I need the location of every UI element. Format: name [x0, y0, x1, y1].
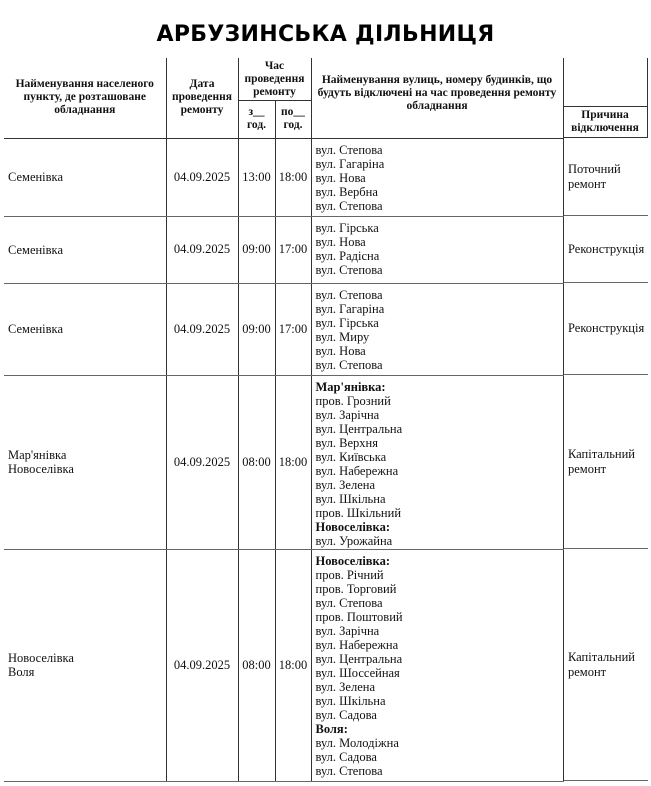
streets-cell	[311, 375, 563, 549]
streets-cell	[311, 549, 563, 781]
header-reason-label: Причина відключення	[571, 109, 639, 134]
streets-cell	[311, 138, 563, 216]
settlement-name: Семенівка	[8, 242, 63, 257]
settlement-name: Воля	[8, 665, 35, 679]
date-cell: 04.09.2025	[166, 216, 238, 283]
outage-schedule-table	[4, 58, 564, 782]
street-name: пров. Грозний	[315, 393, 391, 408]
settlement-cell	[4, 283, 166, 375]
reason-cell	[564, 138, 648, 216]
settlement-cell	[4, 138, 166, 216]
street-name: вул. Центральна	[315, 421, 403, 436]
street-name: вул. Зелена	[315, 679, 375, 694]
street-name: вул. Набережна	[315, 463, 399, 478]
street-name: вул. Гірська	[315, 220, 379, 235]
settlement-cell	[4, 216, 166, 283]
settlement-name: Новоселівка	[8, 462, 74, 476]
settlement-subheading: Новоселівка:	[315, 553, 390, 568]
time-to-cell: 18:00	[275, 549, 311, 781]
reason-cell	[564, 549, 648, 781]
street-name: вул. Гагаріна	[315, 156, 385, 171]
street-name: вул. Садова	[315, 707, 377, 722]
street-name: вул. Зелена	[315, 477, 375, 492]
street-name: вул. Вербна	[315, 184, 378, 199]
street-name: вул. Степова	[315, 262, 383, 277]
reason-cell	[564, 216, 648, 283]
street-name: пров. Шкільний	[315, 505, 402, 520]
street-name: вул. Зарічна	[315, 623, 380, 638]
reason-text: Капітальний	[568, 446, 635, 461]
street-name: вул. Нова	[315, 343, 366, 358]
reason-text: Реконструкція	[568, 241, 645, 256]
table-row	[4, 283, 564, 375]
settlement-name: Семенівка	[8, 322, 63, 336]
reason-cell	[564, 375, 648, 549]
street-name: вул. Урожайна	[315, 533, 393, 548]
reason-cell	[564, 283, 648, 375]
time-from-cell: 08:00	[238, 549, 275, 781]
reason-text: Реконструкція	[568, 321, 645, 335]
settlement-subheading: Новоселівка:	[315, 519, 390, 534]
date-cell: 04.09.2025	[166, 138, 238, 216]
street-name: вул. Шоссейная	[315, 665, 400, 680]
header-date: Дата проведення ремонту	[166, 58, 238, 138]
table-row	[4, 216, 564, 283]
reason-text: ремонт	[568, 664, 607, 679]
time-from-cell: 09:00	[238, 283, 275, 375]
street-name: вул. Степова	[315, 198, 383, 213]
header-streets: Найменування вулиць, номеру будинків, що будуть відключені на час проведення ремонту обладнання	[311, 58, 563, 138]
street-name: вул. Шкільна	[315, 491, 386, 506]
settlement-name: Семенівка	[8, 170, 63, 184]
street-name: вул. Садова	[315, 749, 377, 764]
reason-column	[564, 138, 648, 781]
settlement-cell	[4, 549, 166, 781]
table-body	[4, 138, 564, 781]
streets-cell	[311, 216, 563, 283]
street-name: вул. Нова	[315, 170, 366, 185]
settlement-subheading: Воля:	[315, 721, 348, 736]
street-name: вул. Степова	[315, 287, 383, 302]
time-from-cell: 08:00	[238, 375, 275, 549]
street-name: вул. Радісна	[315, 248, 380, 263]
street-name: пров. Річний	[315, 567, 384, 582]
reason-text: Поточний	[568, 161, 621, 176]
time-to-cell: 18:00	[275, 375, 311, 549]
street-name: вул. Верхня	[315, 435, 378, 450]
street-name: вул. Миру	[315, 329, 370, 344]
reason-text: ремонт	[568, 176, 607, 191]
header-settlement: Найменування населеного пункту, де розташоване обладнання	[4, 58, 166, 138]
header-from: з__ год.	[238, 100, 275, 138]
street-name: вул. Степова	[315, 142, 383, 157]
table-row	[4, 549, 564, 781]
street-name: пров. Торговий	[315, 581, 397, 596]
table-row	[4, 138, 564, 216]
settlement-name: Новоселівка	[8, 651, 74, 665]
street-name: вул. Молодіжна	[315, 735, 399, 750]
street-name: вул. Київська	[315, 449, 387, 464]
street-name: вул. Степова	[315, 357, 383, 372]
street-name: вул. Нова	[315, 234, 366, 249]
time-to-cell: 18:00	[275, 138, 311, 216]
settlement-cell	[4, 375, 166, 549]
header-reason	[564, 58, 648, 138]
settlement-name: Мар'янівка	[8, 448, 67, 462]
streets-cell	[311, 283, 563, 375]
date-cell: 04.09.2025	[166, 283, 238, 375]
time-to-cell: 17:00	[275, 283, 311, 375]
street-name: вул. Гірська	[315, 315, 379, 330]
page-title: АРБУЗИНСЬКА ДІЛЬНИЦЯ	[156, 22, 495, 47]
header-to: по__ год.	[275, 100, 311, 138]
street-name: вул. Набережна	[315, 637, 399, 652]
street-name: вул. Центральна	[315, 651, 403, 666]
header-time: Час проведення ремонту	[238, 58, 311, 100]
street-name: пров. Поштовий	[315, 609, 403, 624]
settlement-subheading: Мар'янівка:	[315, 379, 386, 394]
street-name: вул. Гагаріна	[315, 301, 385, 316]
street-name: вул. Степова	[315, 763, 383, 778]
time-from-cell: 09:00	[238, 216, 275, 283]
time-to-cell: 17:00	[275, 216, 311, 283]
date-cell: 04.09.2025	[166, 549, 238, 781]
time-from-cell: 13:00	[238, 138, 275, 216]
table-row	[4, 375, 564, 549]
reason-text: ремонт	[568, 461, 607, 476]
street-name: вул. Зарічна	[315, 407, 380, 422]
reason-text: Капітальний	[568, 649, 635, 664]
street-name: вул. Шкільна	[315, 693, 386, 708]
street-name: вул. Степова	[315, 595, 383, 610]
date-cell: 04.09.2025	[166, 375, 238, 549]
